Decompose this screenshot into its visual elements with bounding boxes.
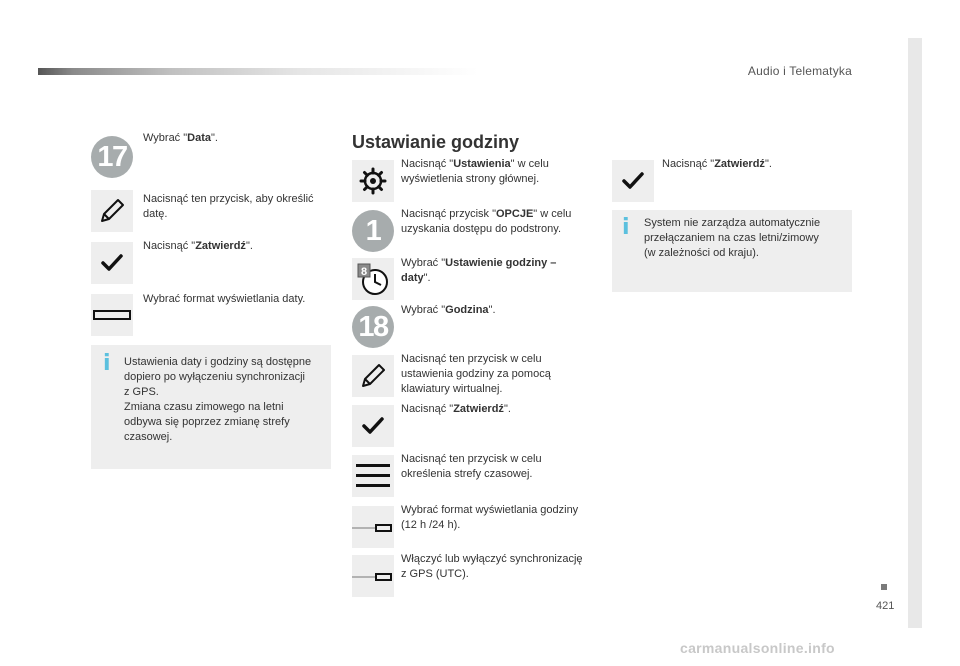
confirm-text: Nacisnąć "Zatwierdź".	[143, 240, 253, 252]
timezone-text: Nacisnąć ten przycisk w celu określenia strefy czasowej.	[401, 453, 542, 480]
settings-text: Nacisnąć "Ustawienia" w celu wyświetlenia strony głównej.	[401, 158, 549, 185]
section-title: Ustawianie godziny	[352, 132, 520, 152]
step-1-badge: 1	[352, 210, 394, 252]
gps-sync-toggle[interactable]	[352, 555, 394, 597]
header-title: Audio i Telematyka	[747, 64, 852, 78]
pencil-button[interactable]	[91, 190, 133, 232]
info-text-right: System nie zarządza automatycznie przełączaniem na czas letni/zimowy (w zależności od kraju).	[644, 217, 821, 259]
confirm-time-button[interactable]	[352, 405, 394, 447]
info-text-left: Ustawienia daty i godziny są dostępne dopiero po wyłączeniu synchronizacji z GPS. Zmiana czasu zimowego na letni odbywa się poprzez zmianę strefy czasowej.	[124, 356, 312, 443]
date-format-button[interactable]	[91, 294, 133, 336]
pencil-text: Nacisnąć ten przycisk, aby określić datę.	[143, 193, 314, 220]
keyboard-edit-button[interactable]	[352, 355, 394, 397]
watermark: carmanualsonline.info	[680, 640, 835, 656]
settings-button[interactable]	[352, 160, 394, 202]
pencil-icon	[97, 196, 127, 226]
menu-icon	[356, 462, 390, 490]
step-17-text: Wybrać "Data".	[143, 132, 218, 144]
checkmark-icon	[362, 417, 384, 435]
date-time-text: Wybrać "Ustawienie godziny – daty".	[401, 257, 557, 284]
confirm-final-text: Nacisnąć "Zatwierdź".	[662, 158, 772, 170]
toggle-icon	[352, 570, 394, 582]
keyboard-edit-text: Nacisnąć ten przycisk w celu ustawienia godziny za pomocą klawiatury wirtualnej.	[401, 353, 551, 395]
confirm-final-button[interactable]	[612, 160, 654, 202]
date-time-button[interactable]	[352, 258, 394, 300]
info-box-left	[91, 345, 331, 469]
clock-icon	[355, 261, 391, 297]
gps-sync-text: Włączyć lub wyłączyć synchronizację z GPS (UTC).	[401, 553, 583, 580]
info-icon: i	[622, 215, 630, 240]
checkmark-icon	[101, 254, 123, 272]
confirm-time-text: Nacisnąć "Zatwierdź".	[401, 403, 511, 415]
slider-icon	[93, 309, 131, 321]
info-icon: i	[103, 351, 111, 376]
clock-badge: 8	[360, 266, 368, 278]
step-1-text: Nacisnąć przycisk "OPCJE" w celu uzyskania dostępu do podstrony.	[401, 208, 572, 235]
page-marker	[881, 584, 887, 590]
gear-icon	[358, 166, 388, 196]
time-format-text: Wybrać format wyświetlania godziny (12 h /24 h).	[401, 504, 579, 531]
step-17-badge: 17	[91, 136, 133, 178]
info-box-right	[612, 210, 852, 292]
toggle-icon	[352, 521, 394, 533]
timezone-button[interactable]	[352, 455, 394, 497]
checkmark-icon	[622, 172, 644, 190]
time-format-toggle[interactable]	[352, 506, 394, 548]
step-18-badge: 18	[352, 306, 394, 348]
confirm-button[interactable]	[91, 242, 133, 284]
pencil-icon	[358, 361, 388, 391]
date-format-text: Wybrać format wyświetlania daty.	[143, 293, 306, 305]
step-18-text: Wybrać "Godzina".	[401, 304, 496, 316]
side-strip	[908, 38, 922, 628]
page-number: 421	[876, 600, 895, 612]
header-gradient-bar	[38, 68, 478, 75]
